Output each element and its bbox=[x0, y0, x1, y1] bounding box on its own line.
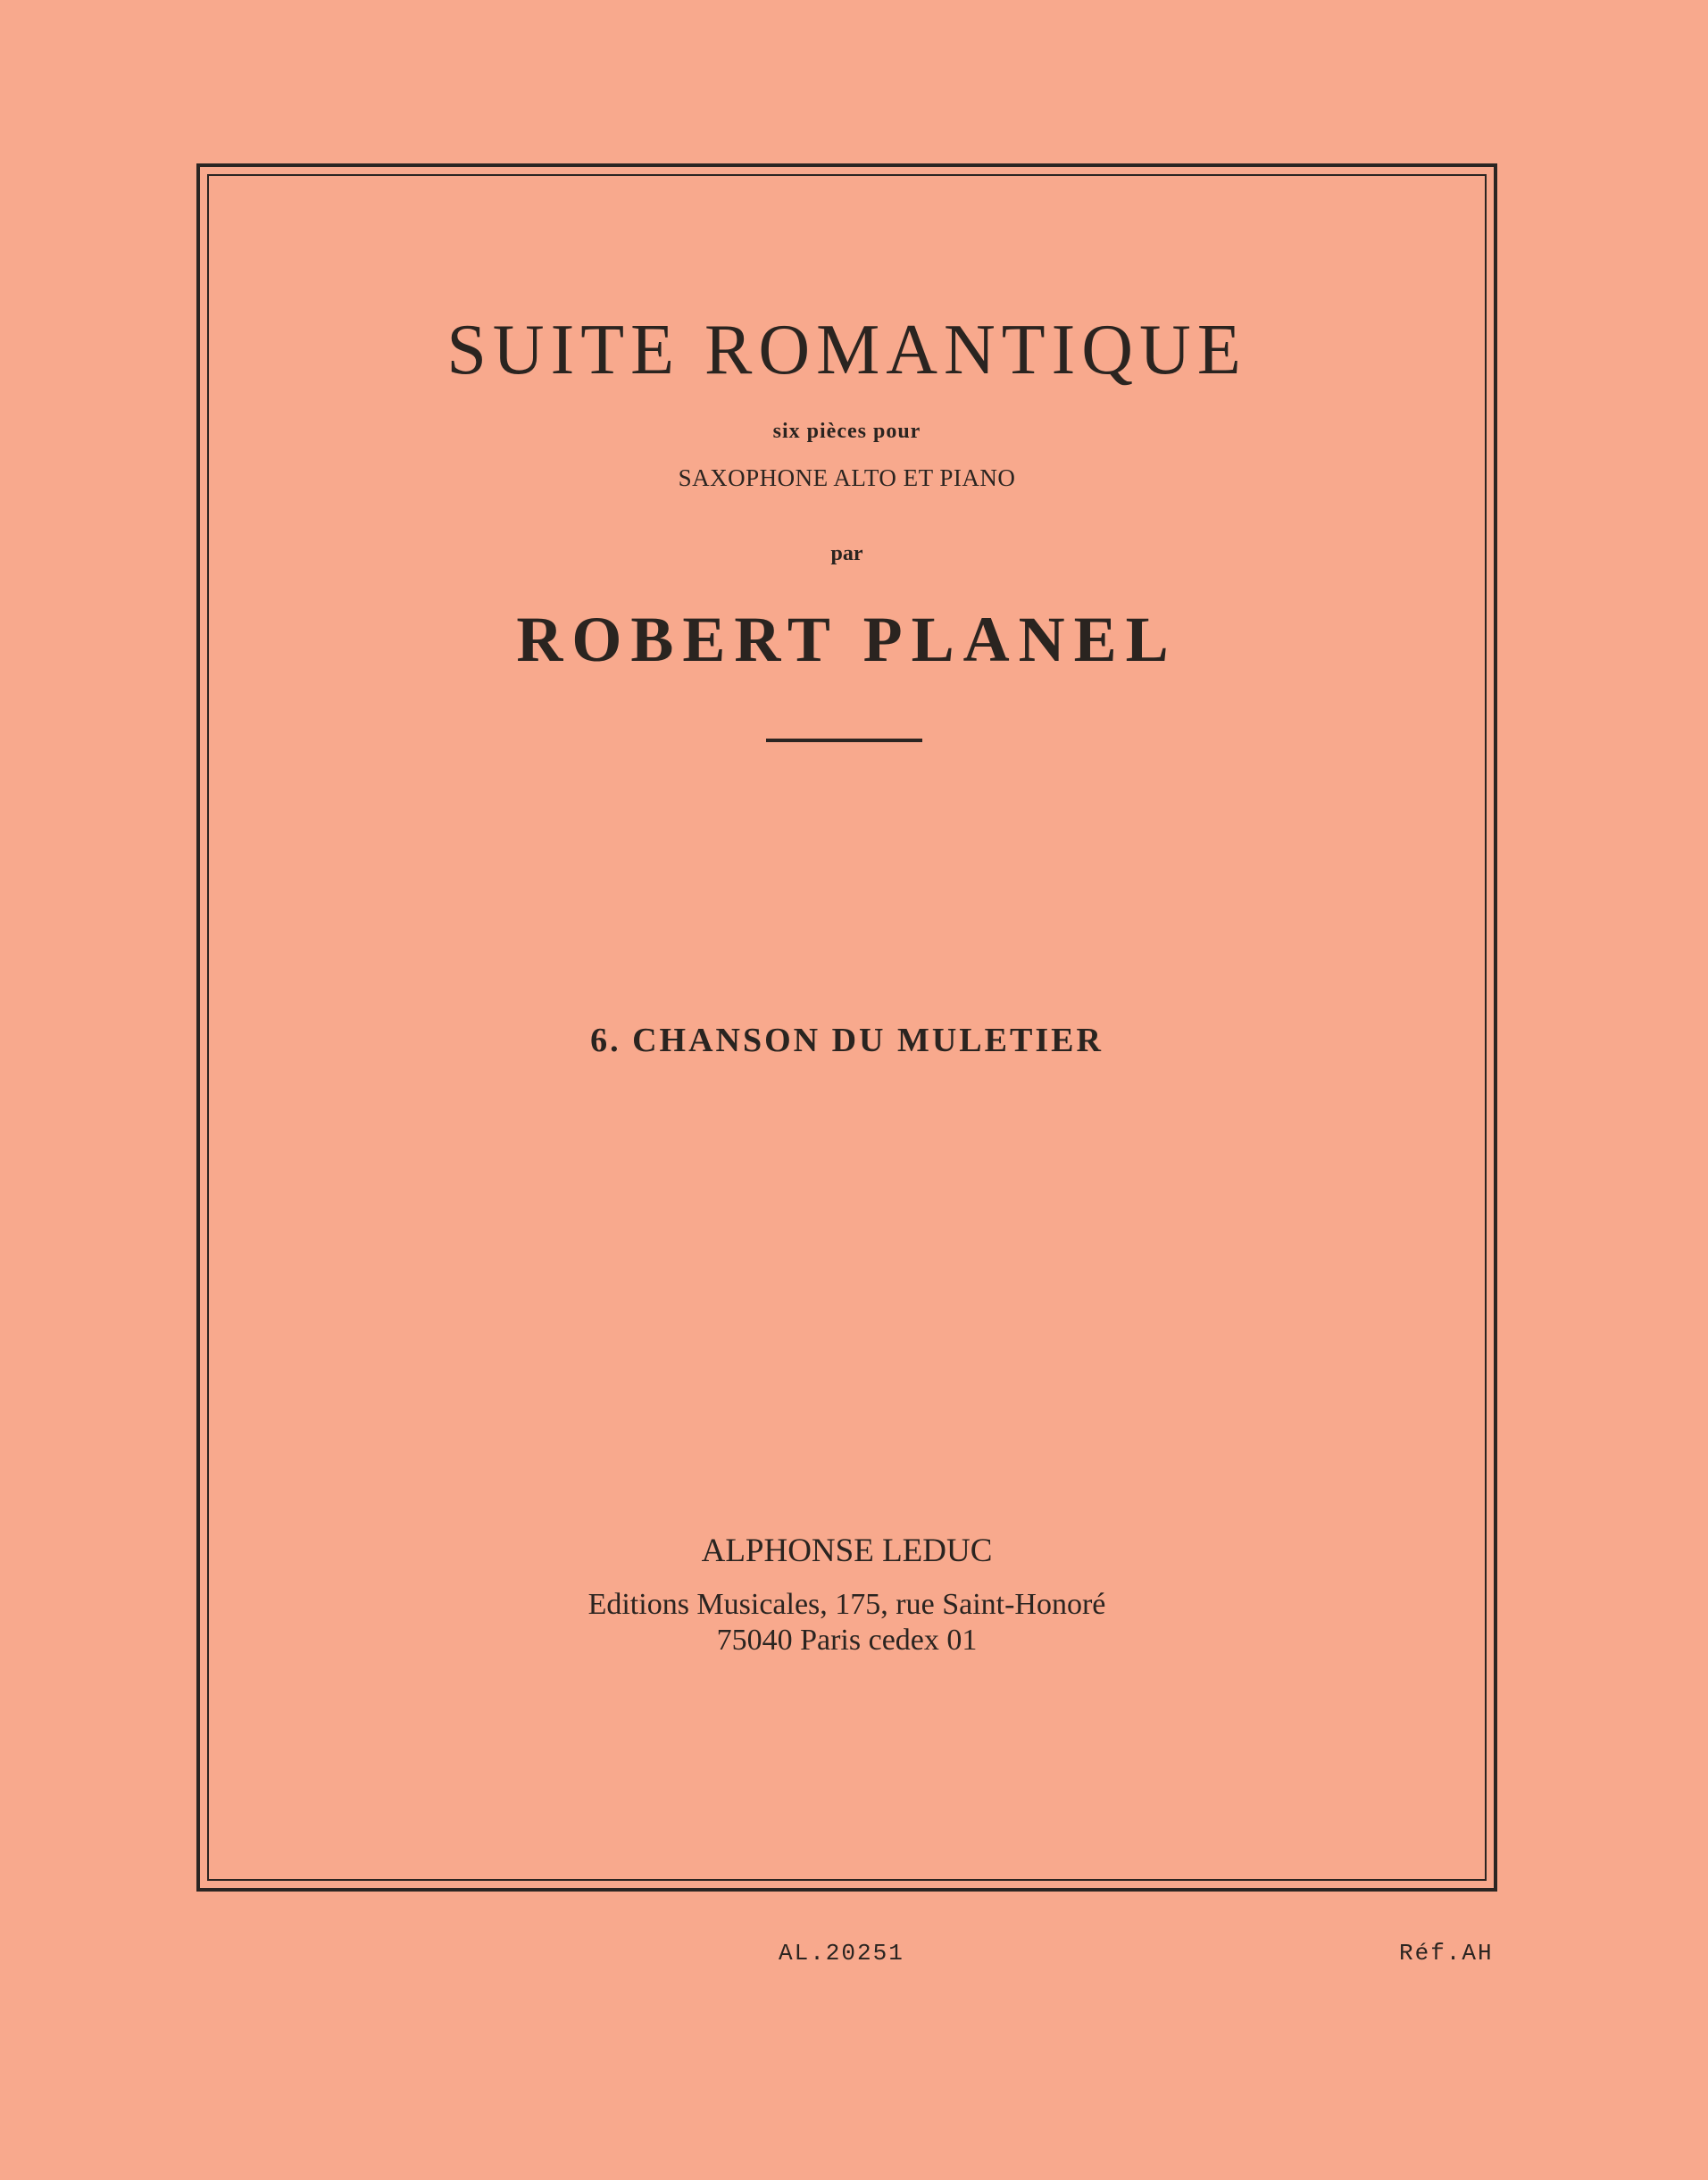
cover-title: SUITE ROMANTIQUE bbox=[446, 311, 1247, 389]
publisher-name: ALPHONSE LEDUC bbox=[701, 1533, 993, 1569]
publisher-city: 75040 Paris cedex 01 bbox=[716, 1624, 978, 1657]
cover-instrumentation: SAXOPHONE ALTO ET PIANO bbox=[678, 464, 1016, 491]
cover-by: par bbox=[830, 542, 863, 565]
movement-title: 6. CHANSON DU MULETIER bbox=[590, 1022, 1104, 1059]
publisher-address: Editions Musicales, 175, rue Saint-Honoré bbox=[587, 1588, 1106, 1621]
reference-code: Réf.AH bbox=[1399, 1940, 1494, 1967]
catalog-number: AL.20251 bbox=[779, 1940, 904, 1967]
title-divider bbox=[766, 739, 922, 742]
cover-subtitle: six pièces pour bbox=[772, 420, 921, 443]
composer-name: ROBERT PLANEL bbox=[516, 604, 1178, 675]
